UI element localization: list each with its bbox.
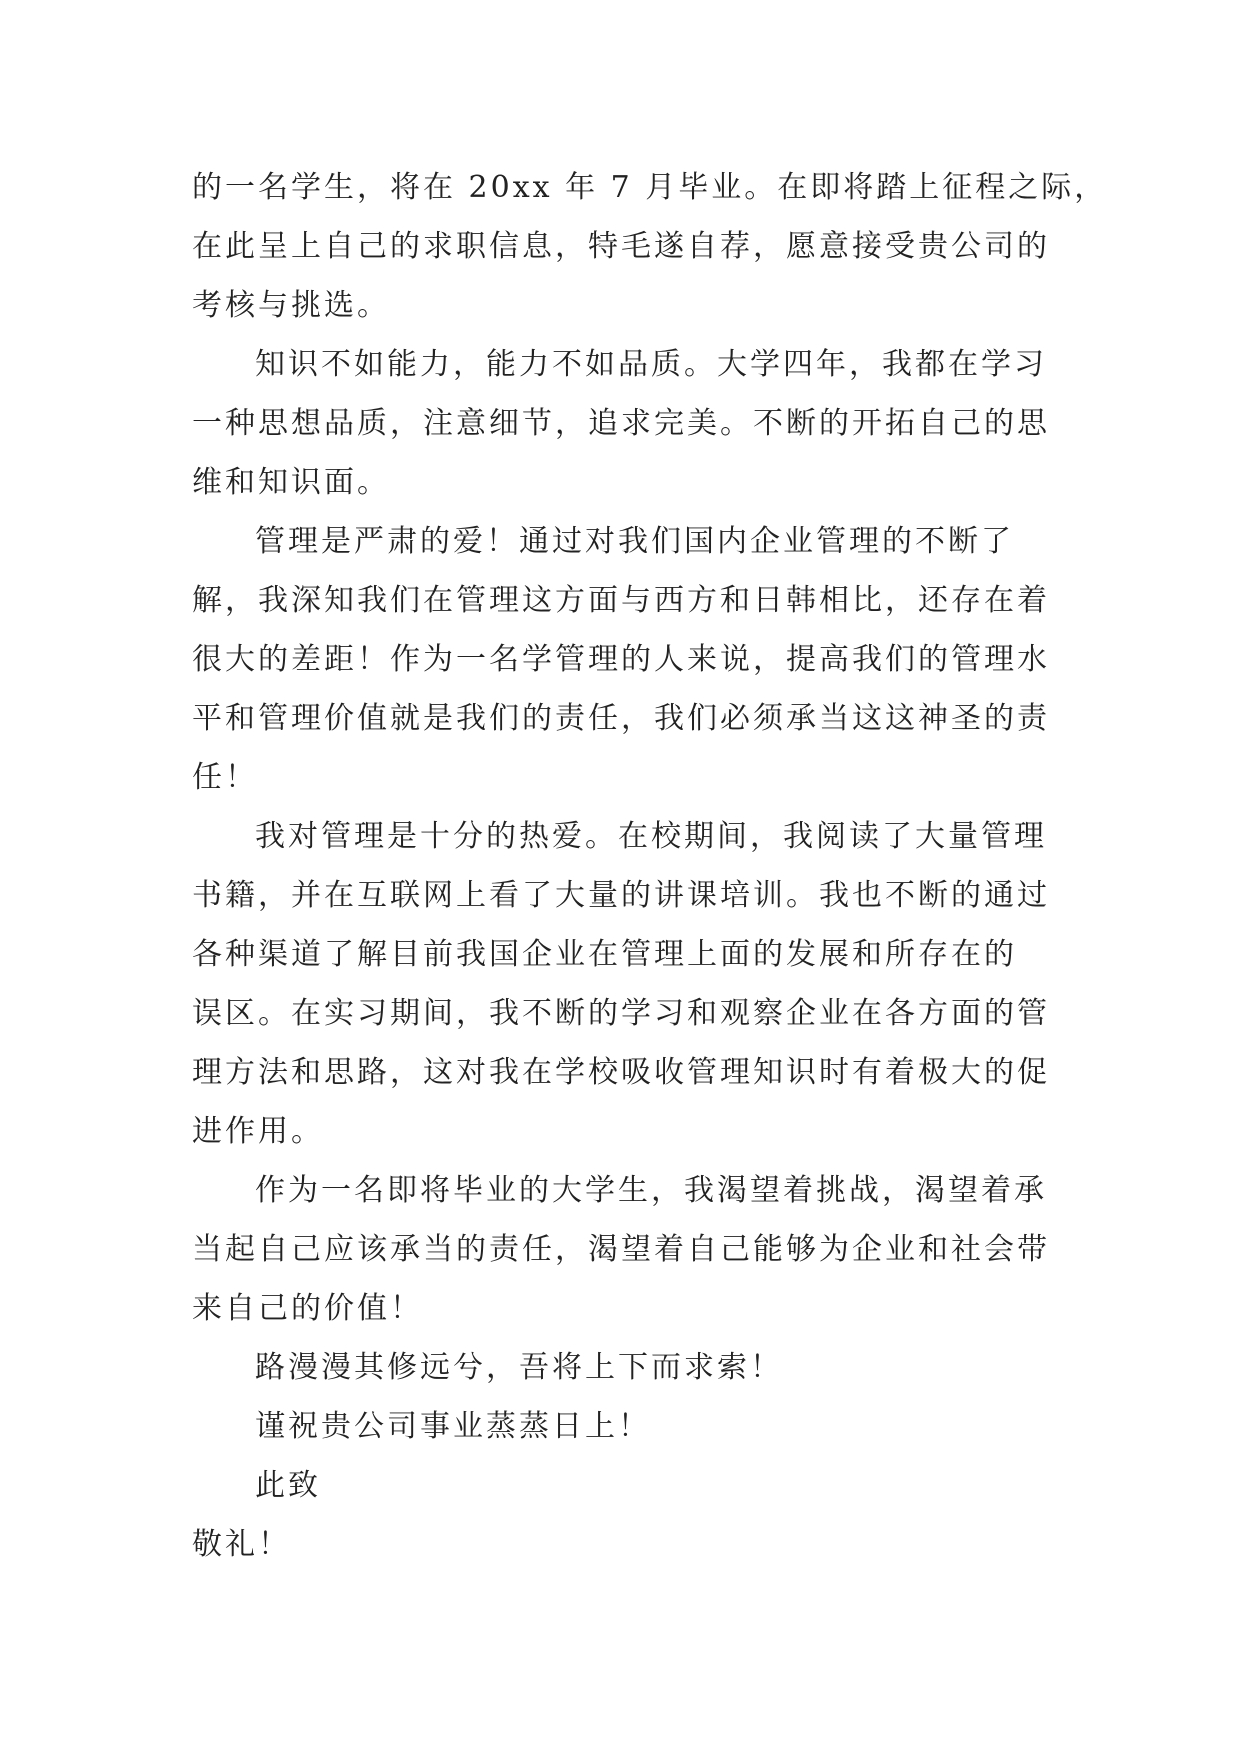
paragraph-aspiration [192, 1161, 1052, 1338]
letter-body [192, 158, 1108, 1574]
text-line: 的一名学生，将在 20xx 年 7 月毕业。在即将踏上征程之际， [192, 170, 1108, 205]
paragraph-intro [192, 158, 1108, 335]
paragraph-management [192, 512, 1052, 807]
text-line: 书籍，并在互联网上看了大量的讲课培训。我也不断的通过 [192, 878, 1050, 913]
text-line: 考核与挑选。 [192, 288, 390, 323]
text-line: 进作用。 [192, 1114, 324, 1149]
text-line: 解，我深知我们在管理这方面与西方和日韩相比，还存在着 [192, 583, 1050, 618]
closing-salutation [192, 1456, 1052, 1515]
closing-regards [192, 1515, 1052, 1574]
paragraph-knowledge [192, 335, 1052, 512]
text-line: 敬礼！ [192, 1527, 291, 1562]
text-line: 各种渠道了解目前我国企业在管理上面的发展和所存在的 [192, 937, 1017, 972]
text-line: 作为一名即将毕业的大学生，我渴望着挑战，渴望着承 [255, 1173, 1047, 1208]
text-line: 一种思想品质，注意细节，追求完美。不断的开拓自己的思 [192, 406, 1050, 441]
text-line: 此致 [255, 1468, 321, 1503]
text-line: 我对管理是十分的热爱。在校期间，我阅读了大量管理 [255, 819, 1047, 854]
text-line: 谨祝贵公司事业蒸蒸日上！ [255, 1409, 651, 1444]
paragraph-quote [192, 1338, 1052, 1397]
text-line: 很大的差距！作为一名学管理的人来说，提高我们的管理水 [192, 642, 1050, 677]
text-line: 来自己的价值！ [192, 1291, 423, 1326]
paragraph-wishes [192, 1397, 1052, 1456]
text-line: 在此呈上自己的求职信息，特毛遂自荐，愿意接受贵公司的 [192, 229, 1050, 264]
text-line: 误区。在实习期间，我不断的学习和观察企业在各方面的管 [192, 996, 1050, 1031]
text-line: 任！ [192, 760, 258, 795]
text-line: 理方法和思路，这对我在学校吸收管理知识时有着极大的促 [192, 1055, 1050, 1090]
text-line: 路漫漫其修远兮，吾将上下而求索！ [255, 1350, 783, 1385]
paragraph-passion [192, 807, 1052, 1161]
text-line: 管理是严肃的爱！通过对我们国内企业管理的不断了 [255, 524, 1014, 559]
text-line: 平和管理价值就是我们的责任，我们必须承当这这神圣的责 [192, 701, 1050, 736]
text-line: 知识不如能力，能力不如品质。大学四年，我都在学习 [255, 347, 1047, 382]
text-line: 维和知识面。 [192, 465, 390, 500]
text-line: 当起自己应该承当的责任，渴望着自己能够为企业和社会带 [192, 1232, 1050, 1267]
